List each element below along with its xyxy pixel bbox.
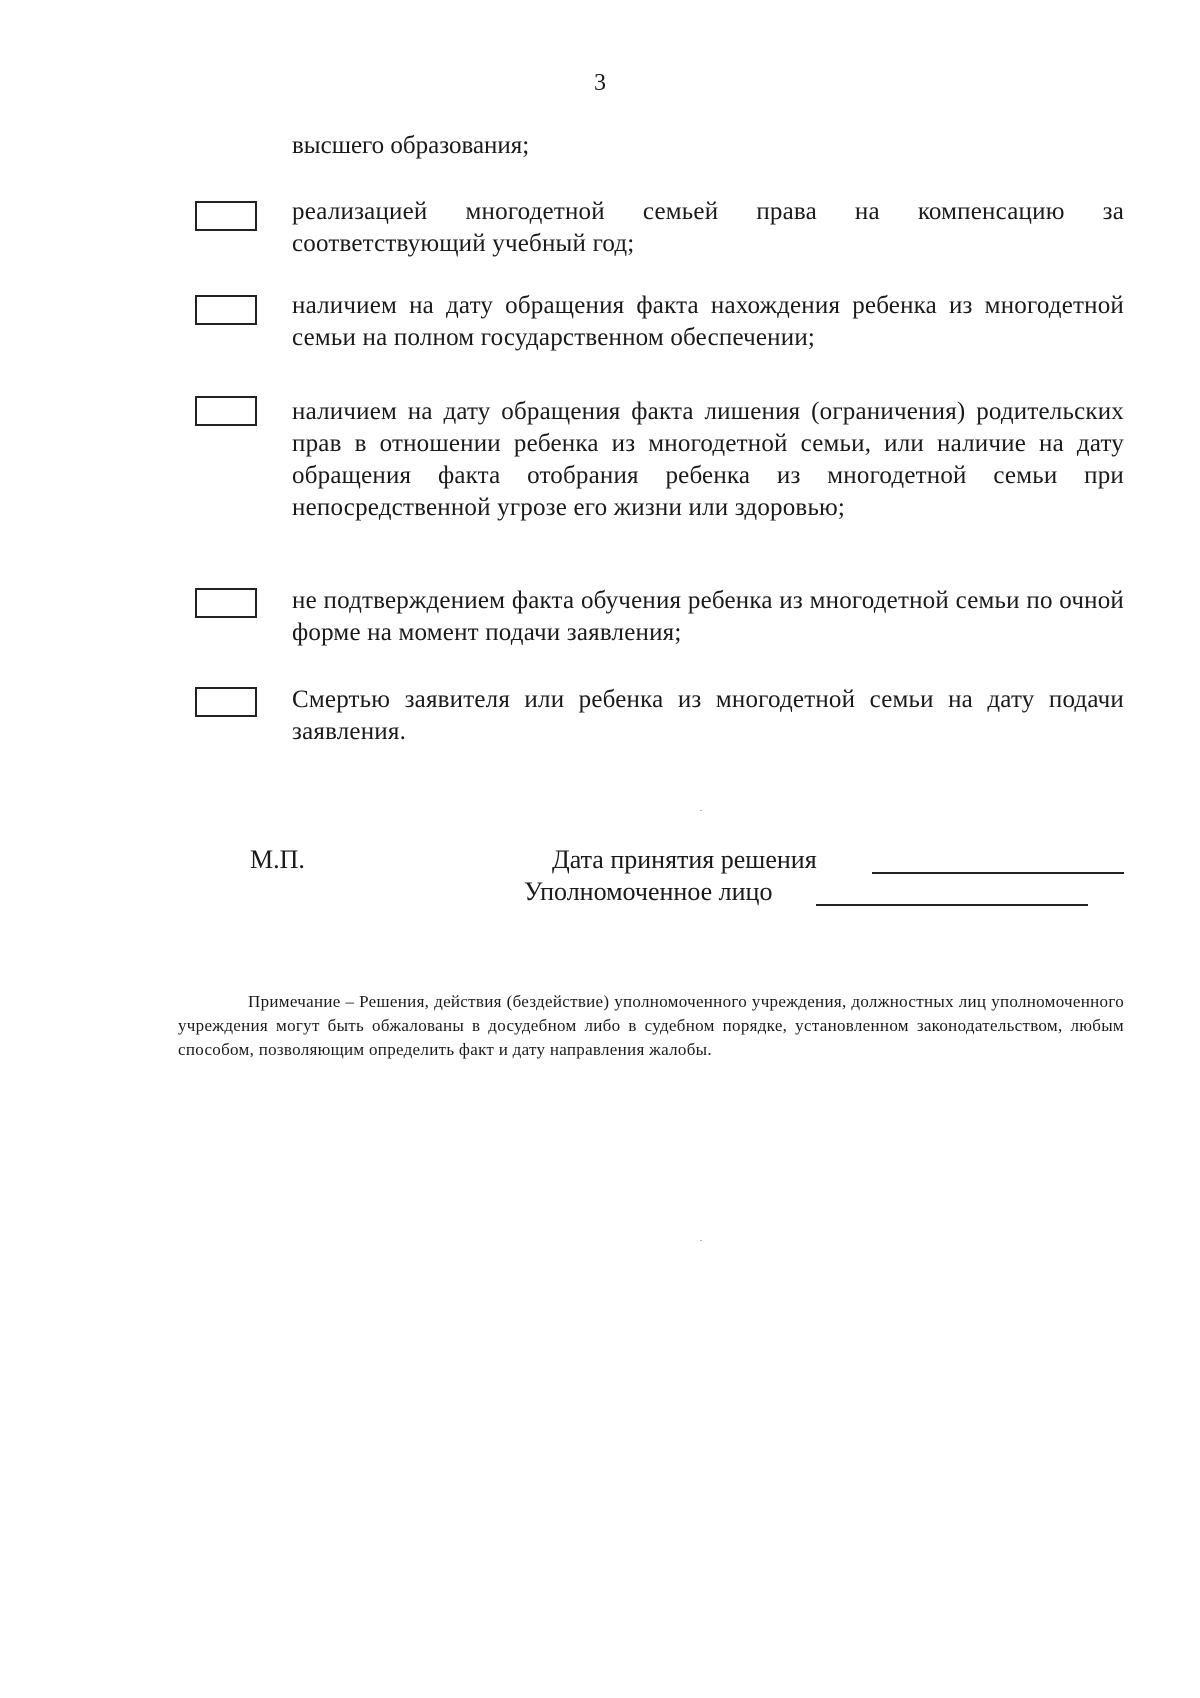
scan-speck xyxy=(700,810,702,811)
authorized-person-signature-field[interactable] xyxy=(816,904,1088,906)
option-checkbox[interactable] xyxy=(195,201,257,231)
option-checkbox[interactable] xyxy=(195,687,257,717)
decision-date-label: Дата принятия решения xyxy=(552,845,817,874)
stamp-label: М.П. xyxy=(250,845,305,874)
footnote: Примечание – Решения, действия (бездействие) уполномоченного учреждения, должностных лиц уполномоченного учреждения могут быть обжалованы в досудебном либо в судебном порядке, установленном законодательством, любым способом, позволяющим определить факт и дату направления жалобы. xyxy=(178,992,1124,1059)
continuation-text: высшего образования; xyxy=(292,132,530,159)
option-text: не подтверждением факта обучения ребенка из многодетной семьи по очной форме на момент подачи заявления; xyxy=(292,587,1124,646)
option-text: реализацией многодетной семьей права на компенсацию за соответствующий учебный год; xyxy=(292,198,1124,257)
option-checkbox[interactable] xyxy=(195,588,257,618)
authorized-person-label: Уполномоченное лицо xyxy=(524,877,773,906)
option-text: Смертью заявителя или ребенка из многодетной семьи на дату подачи заявления. xyxy=(292,686,1124,745)
scan-speck xyxy=(700,1240,702,1241)
option-checkbox[interactable] xyxy=(195,295,257,325)
decision-date-field[interactable] xyxy=(872,872,1124,874)
page-number: 3 xyxy=(594,70,606,96)
option-text: наличием на дату обращения факта нахождения ребенка из многодетной семьи на полном государственном обеспечении; xyxy=(292,292,1124,351)
option-checkbox[interactable] xyxy=(195,396,257,426)
option-text: наличием на дату обращения факта лишения (ограничения) родительских прав в отношении ребенка из многодетной семьи, или наличие на дату обращения факта отобрания ребенка из многодетной семьи при непосредственной угрозе его жизни или здоровью; xyxy=(292,398,1124,521)
